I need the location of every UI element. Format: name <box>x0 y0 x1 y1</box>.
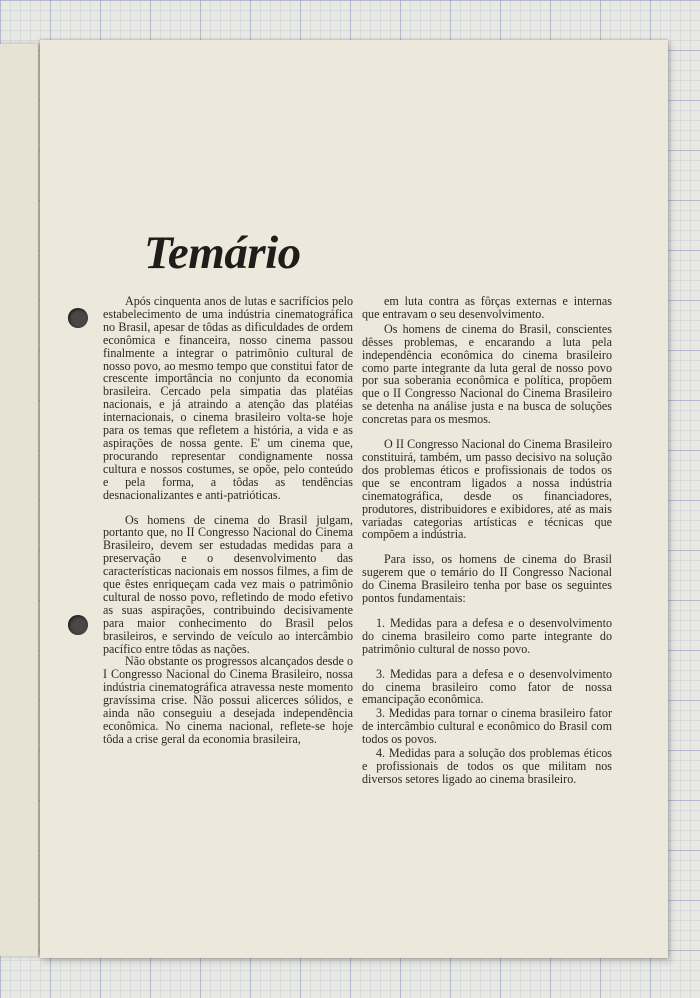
page-title: Temário <box>144 227 301 279</box>
list-item: 3. Medidas para tornar o cinema brasileiro fator de intercâmbio cultural e econômico do Brasil com todos os povos. <box>362 706 612 747</box>
list-item: 1. Medidas para a defesa e o desenvolvimento do cinema brasileiro como parte integrante do patrimônio cultural de nosso povo. <box>362 615 612 656</box>
paragraph: Após cinquenta anos de lutas e sacrifícios pelo estabelecimento de uma indústria cinematográfica no Brasil, apesar de tôdas as dificuldades de ordem econômica e financeira, nosso cinema passou finalmente a integrar o patrimônio cultural de nosso povo, ao mesmo tempo que constitui fator de crescente importância no conjunto da economia brasileira. Cercado pela simpatia das platéias nacionais, e já atraindo a atenção das platéias internacionais, o cinema brasileiro volta-se hoje para os temas que refletem a história, a vida e as aspirações de nossa gente. E' um cinema que, procurando representar condignamente nossa cultura e nossos costumes, se opõe, pelo conteúdo e pela forma, a tôdas as tendências desnacionalizantes e anti-patrióticas. <box>103 294 353 502</box>
paragraph: em luta contra as fôrças externas e internas que entravam o seu desenvolvimento. <box>362 294 612 321</box>
punch-hole <box>68 615 88 635</box>
document-page <box>40 40 668 958</box>
list-item: 4. Medidas para a solução dos problemas éticos e profissionais de todos os que militam nos diversos setores ligado ao cinema brasileiro. <box>362 746 612 786</box>
punch-hole <box>68 308 88 328</box>
paragraph: Os homens de cinema do Brasil julgam, portanto que, no II Congresso Nacional do Cinema Brasileiro, devem ser estudadas medidas para a preservação e o desenvolvimento das características nacionais em nossos filmes, a fim de que êstes enriqueçam cada vez mais o patrimônio cultural de nosso povo, refletindo de modo efetivo as suas aspirações, contribuindo decisivamente para maior conhecimento do Brasil pelos brasileiros, e servindo de veículo ao intercâmbio pacífico entre tôdas as nações. <box>103 512 353 656</box>
paragraph: O II Congresso Nacional do Cinema Brasileiro constituirá, também, um passo decisivo na solução dos problemas éticos e profissionais de todos os que se encontram ligados a nossa indústria cinematográfica, desde os financiadores, produtores, distribuidores e exibidores, até as mais variadas categorias artísticas e técnicas que compõem a indústria. <box>362 437 612 542</box>
left-column <box>103 295 353 746</box>
list-item: 3. Medidas para a defesa e o desenvolvimento do cinema brasileiro como fator de nossa emancipação econômica. <box>362 666 612 707</box>
previous-page-edge <box>0 44 39 956</box>
paragraph: Não obstante os progressos alcançados desde o I Congresso Nacional do Cinema Brasileiro, nossa indústria cinematográfica atravessa neste momento gravíssima crise. Não possui alicerces sólidos, e ainda não conseguiu a desejada independência econômica. No cinema nacional, reflete-se hoje tôda a crise geral da economia brasileira, <box>103 654 353 746</box>
right-column <box>362 295 612 786</box>
paragraph: Os homens de cinema do Brasil, conscientes dêsses problemas, e encarando a luta pela independência econômica do cinema brasileiro como parte integrante da luta geral de nosso povo por sua soberania econômica e política, propõem que o II Congresso Nacional do Cinema Brasileiro se detenha na análise justa e na busca de soluções concretas para os mesmos. <box>362 321 612 427</box>
paragraph: Para isso, os homens de cinema do Brasil sugerem que o temário do II Congresso Nacional do Cinema Brasileiro tenha por base os seguintes pontos fundamentais: <box>362 552 612 606</box>
